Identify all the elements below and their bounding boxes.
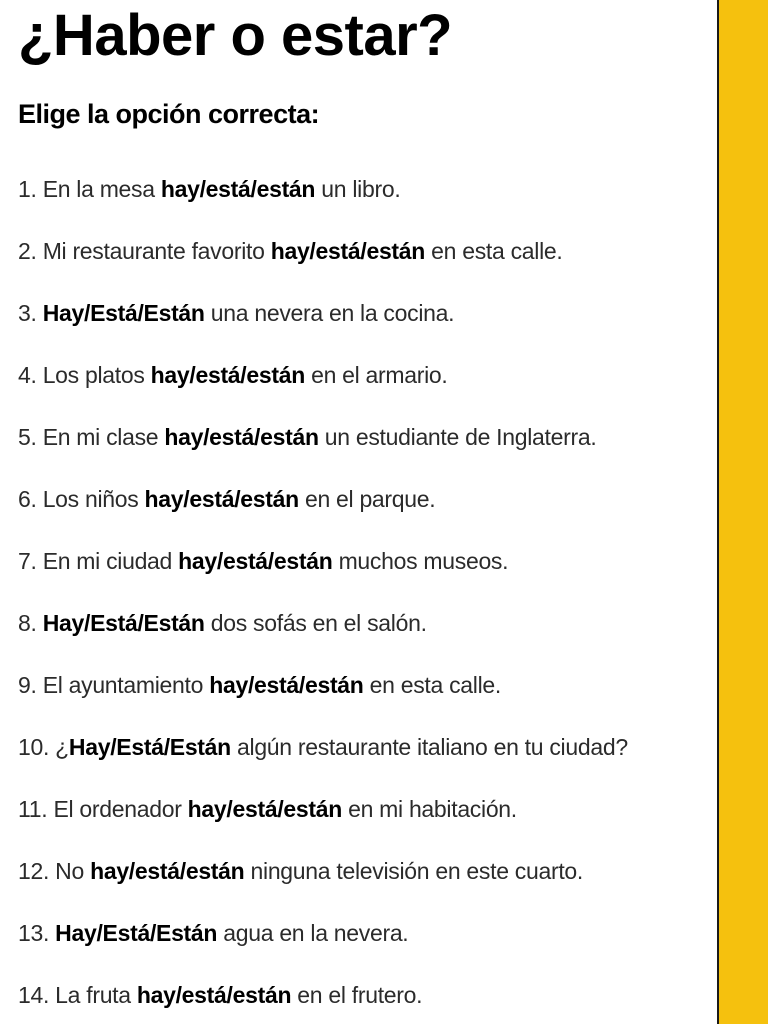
instructions: Elige la opción correcta: [18,99,320,129]
item-text-before: Los platos [42,362,151,388]
item-options: Hay/Está/Están [42,300,205,326]
item-text-after: ninguna televisión en este cuarto. [244,858,583,884]
item-options: hay/está/están [136,982,292,1008]
exercise-item [18,601,708,663]
item-text-before: La fruta [55,982,137,1008]
exercise-item [18,167,708,229]
item-options: hay/está/están [209,672,364,698]
item-text-before: Mi restaurante favorito [42,238,271,264]
item-number: 11. [18,796,48,822]
item-number: 1. [18,176,37,202]
item-options: hay/está/están [160,176,316,202]
item-text-after: en esta calle. [425,238,563,264]
item-text-before: ¿ [55,734,69,760]
accent-side-bar [717,0,768,1024]
item-number: 9. [18,672,37,698]
item-text-after: agua en la nevera. [217,920,409,946]
exercise-item [18,911,708,973]
exercise-item [18,787,708,849]
item-text-before: No [55,858,91,884]
item-text-after: en el frutero. [291,982,423,1008]
exercise-item [18,973,708,1024]
item-text-after: una nevera en la cocina. [204,300,455,326]
item-number: 3. [18,300,37,326]
item-text-after: un estudiante de Inglaterra. [318,424,597,450]
item-text-before: El ordenador [53,796,188,822]
item-text-before: El ayuntamiento [42,672,210,698]
item-options: hay/está/están [90,858,245,884]
exercise-item [18,291,708,353]
item-text-after: en esta calle. [363,672,501,698]
exercise-item [18,229,708,291]
item-number: 6. [18,486,37,512]
item-number: 5. [18,424,37,450]
item-text-before: En mi clase [42,424,165,450]
item-text-after: en el parque. [298,486,436,512]
item-text-after: muchos museos. [332,548,509,574]
item-text-after: dos sofás en el salón. [204,610,427,636]
item-text-before: En mi ciudad [42,548,179,574]
item-options: Hay/Está/Están [42,610,205,636]
exercise-item [18,725,708,787]
item-options: hay/está/están [144,486,299,512]
item-options: Hay/Está/Están [68,734,231,760]
item-options: hay/está/están [187,796,343,822]
exercise-item [18,663,708,725]
exercise-list [18,167,708,1024]
page-title: ¿Haber o estar? [18,3,453,68]
item-options: Hay/Está/Están [55,920,218,946]
exercise-item [18,353,708,415]
item-text-after: en el armario. [304,362,448,388]
item-number: 10. [18,734,50,760]
exercise-item [18,849,708,911]
item-number: 12. [18,858,50,884]
item-text-before: En la mesa [42,176,161,202]
item-number: 13. [18,920,50,946]
item-options: hay/está/están [164,424,319,450]
item-options: hay/está/están [178,548,333,574]
item-number: 14. [18,982,50,1008]
item-text-after: algún restaurante italiano en tu ciudad? [230,734,628,760]
item-number: 4. [18,362,37,388]
item-options: hay/está/están [150,362,305,388]
exercise-item [18,477,708,539]
item-number: 8. [18,610,37,636]
item-options: hay/está/están [270,238,426,264]
item-text-after: en mi habitación. [342,796,517,822]
item-number: 2. [18,238,37,264]
exercise-item [18,415,708,477]
item-number: 7. [18,548,37,574]
item-text-after: un libro. [315,176,401,202]
item-text-before: Los niños [42,486,145,512]
exercise-item [18,539,708,601]
